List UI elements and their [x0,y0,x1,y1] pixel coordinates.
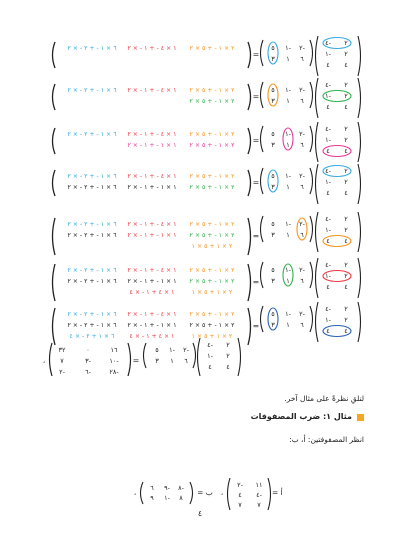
matrix-a-entry: ١- [325,316,331,324]
product-term: ٢ × ١ - + ٥ × ٢ [189,98,235,105]
matrix-b-entry: ١ [286,231,290,239]
matrix-a-entry: ٢ [344,92,348,100]
matrix-b-entry: ٥ [271,266,275,274]
matrix-bracket [358,122,361,162]
matrix-a-entry: ٢ [226,341,230,349]
product-term: ٢ × ١ - + ٥ × ٢ [189,184,235,191]
matrix-a2-entry: ٤ [238,491,242,499]
step-row [53,302,361,345]
matrix-bracket [128,343,131,376]
product-term: ١ × ٤ - + ١ - × ٢ [127,45,177,52]
matrix-bracket [53,264,56,301]
matrix-b-entry: ٥ [271,220,275,228]
matrix-bracket [316,258,319,298]
matrix-bracket [268,478,271,510]
matrix-bracket [248,42,251,68]
product-term: ٢ × ١ - + ٥ × ٢ [189,142,235,149]
product-term: ٢ × ١ - + ٥ × ٢ [189,278,235,285]
step-row [53,258,361,301]
result-entry: ٣٢ [58,346,66,354]
matrix-b-entry: ٣ [271,321,275,329]
matrix-bracket [316,78,319,118]
matrix-a2-entry: ٢- [237,481,243,489]
matrix-bracket [198,338,201,376]
matrix-a-entry: ٤ [344,237,348,245]
label-b: = ب [197,488,213,497]
matrix-a-entry: ٤ [326,147,330,155]
matrix-bracket [358,258,361,298]
final-result [43,338,241,376]
equals-sign: = [252,92,260,101]
product-term: ٢ × ١ + ٥ × ١ [191,333,233,340]
result-entry: ٢- [59,368,65,376]
matrix-a-entry: ٤- [325,305,331,313]
matrix-a-entry: ٤- [207,341,213,349]
matrix-a-entry: ٤ [326,189,330,197]
matrix-a-entry: ٤- [325,261,331,269]
product-term: ٦ × ١ + ٢ - × ٤ [69,333,115,340]
matrix-b-entry: ٣ [271,183,275,191]
matrix-bracket [310,82,313,108]
matrix-b2-entry: ٩- [164,484,170,492]
product-term: ٦ × ١ - + ٢ - × ٢ [67,173,117,180]
matrix-a-entry: ٤- [325,167,331,175]
matrix-b-entry: ٢- [299,266,305,274]
product-term: ١ × ١ - + ١ - × ٢ [127,232,177,239]
product-term: ٢ × ١ - + ٥ × ٢ [189,311,235,318]
matrix-b-entry: ١ [286,321,290,329]
equals-sign: = [132,356,140,365]
matrix-b-entry: ١ [170,357,174,365]
matrix-a-entry: ١- [325,178,331,186]
matrix-b-entry: ٦ [300,183,304,191]
matrix-b-entry: ٣ [271,55,275,63]
example-title: مثال ١: ضرب المصفوفات [250,412,352,421]
result-entry: ١٠- [109,357,119,365]
matrix-b-entry: ٢- [299,172,305,180]
product-term: ١ × ٤ + ١ - × ٤ [129,289,175,296]
matrix-b-entry: ٢- [299,310,305,318]
matrix-bracket [358,302,361,342]
matrix-bracket [144,343,147,368]
matrix-a-entry: ٤- [325,81,331,89]
product-term: ١ × ٤ - + ١ - × ٢ [127,131,177,138]
matrix-bracket [316,212,319,252]
matrix-bracket [261,126,264,152]
matrix-a-entry: ٢ [344,178,348,186]
matrix-b-entry: ٥ [271,172,275,180]
matrix-a2-entry: ١١ [255,481,263,489]
matrix-bracket [53,218,56,255]
matrix-a-entry: ٤ [344,283,348,291]
matrix-b-entry: ٥ [271,310,275,318]
matrix-bracket [310,216,313,242]
matrix-a-entry: ٢ [344,167,348,175]
matrix-a-entry: ٢ [226,352,230,360]
matrix-b-entry: ١ [286,97,290,105]
matrix-a2-entry: ٧ [238,501,242,509]
matrix-b-entry: ١- [285,172,291,180]
matrix-bracket [358,78,361,118]
matrix-a-entry: ٢ [344,39,348,47]
matrix-bracket [358,36,361,76]
product-term: ٢ × ١ - + ٥ × ٢ [189,232,235,239]
matrix-a-entry: ٢ [344,316,348,324]
matrix-bracket [53,170,56,196]
example-marker [357,414,364,421]
product-term: ٢ × ١ - + ٥ × ٢ [189,173,235,180]
matrix-a-entry: ٢ [344,215,348,223]
matrix-b-entry: ١ [286,55,290,63]
matrix-b-entry: ٣ [155,357,159,365]
matrix-b-entry: ١ [286,141,290,149]
matrix-b-entry: ١- [169,346,175,354]
product-term: ١ × ٤ - + ١ - × ٢ [127,87,177,94]
matrix-b-entry: ٦ [300,277,304,285]
matrix-a-entry: ١- [325,92,331,100]
product-term: ٢ × ١ + ٥ × ١ [191,289,233,296]
matrix-a-entry: ٢ [344,305,348,313]
matrix-b-entry: ٢- [299,44,305,52]
equals-sign: = [252,231,260,241]
matrix-b-entry: ٢- [183,346,189,354]
product-term: ٦ × ١ - + ٢ - × ٢ [67,184,117,191]
matrix-b-entry: ١- [285,310,291,318]
matrix-bracket [53,308,56,345]
matrix-bracket [193,343,196,368]
matrix-bracket [310,306,313,332]
matrix-b-entry: ١ [286,277,290,285]
product-term: ٦ × ١ - + ٢ - × ٢ [67,322,117,329]
matrix-bracket [228,478,231,510]
matrix-b2-entry: ٨- [178,484,184,492]
matrix-b-entry: ٦ [300,97,304,105]
matrix-b-entry: ٥ [271,44,275,52]
product-term: ٢ × ١ - + ٥ × ٢ [189,322,235,329]
result-entry: ١٦ [110,346,118,354]
matrix-a-entry: ٤ [344,189,348,197]
matrix-bracket [248,218,251,255]
matrix-b-entry: ٦ [300,141,304,149]
matrix-a-entry: ١- [207,352,213,360]
matrix-b-entry: ٣ [271,231,275,239]
step-row [53,36,361,76]
product-term: ١ × ٤ - + ١ - × ٢ [127,267,177,274]
matrix-b-entry: ١- [285,130,291,138]
matrix-a-entry: ٢ [344,261,348,269]
matrix-a-entry: ١- [325,226,331,234]
product-term: ٦ × ١ - + ٢ - × ٢ [67,232,117,239]
matrix-bracket [316,122,319,162]
matrix-a-entry: ٤ [326,283,330,291]
comma: ، [133,489,137,497]
product-term: ٦ × ١ - + ٢ - × ٢ [67,45,117,52]
result-entry: ٠ [86,346,90,354]
matrix-a-entry: ١- [325,136,331,144]
equals-sign: = [252,136,260,145]
matrix-b2-entry: ٦ [150,484,154,492]
equals-sign: = [252,277,260,287]
matrix-bracket [261,168,264,194]
comma: ، [42,357,46,365]
product-term: ٦ × ١ - + ٢ - × ٢ [67,311,117,318]
product-term: ٦ × ١ - + ٢ - × ٢ [67,267,117,274]
matrix-b-entry: ٣ [271,97,275,105]
matrix-bracket [50,343,53,376]
result-entry: ٦- [85,368,91,376]
matrix-bracket [261,40,264,66]
matrix-bracket [190,482,193,504]
matrix-bracket [238,338,241,376]
matrix-b-entry: ١ [286,183,290,191]
matrix-bracket [261,82,264,108]
matrix-b2-entry: ١- [164,494,170,502]
matrix-bracket [261,306,264,332]
matrix-bracket [248,308,251,345]
matrix-bracket [316,164,319,204]
product-term: ٢ × ١ - + ٥ × ٢ [189,221,235,228]
matrix-b-entry: ١- [285,44,291,52]
matrix-a-entry: ٤- [325,215,331,223]
matrix-a-entry: ٤ [326,61,330,69]
matrix-b2-entry: ٩ [150,494,154,502]
matrix-a-entry: ٤ [344,61,348,69]
matrix-a-entry: ١- [325,272,331,280]
matrix-a-entry: ٤- [325,39,331,47]
product-term: ١ × ١ - + ١ - × ٢ [127,322,177,329]
product-term: ١ × ٤ - + ١ - × ٢ [127,173,177,180]
matrix-a2-entry: ٤- [256,491,262,499]
matrix-b-entry: ١- [285,266,291,274]
matrix-a-entry: ٢ [344,81,348,89]
matrix-b-entry: ٣ [271,277,275,285]
matrix-bracket [358,164,361,204]
product-term: ٢ × ١ + ٥ × ١ [191,243,233,250]
equals-sign: = [252,50,260,59]
product-term: ٦ × ١ - + ٢ - × ٢ [67,87,117,94]
matrix-a-entry: ٤ [226,363,230,371]
example-prompt: انظر المصفوفتين: أ، ب: [289,435,364,444]
matrix-a-entry: ٢ [344,50,348,58]
matrix-a-entry: ٢ [344,272,348,280]
step-row [53,164,361,204]
matrix-b-entry: ٦ [300,321,304,329]
matrix-b-entry: ٦ [300,231,304,239]
product-term: ٢ × ١ - + ٥ × ٢ [189,131,235,138]
step-row [53,122,361,162]
matrix-a-entry: ٢ [344,226,348,234]
product-term: ٢ × ١ - + ٥ × ٢ [189,45,235,52]
product-term: ٢ × ١ - + ٥ × ٢ [189,267,235,274]
matrix-a-entry: ٤ [326,237,330,245]
matrix-a-entry: ٤ [208,363,212,371]
matrix-b-entry: ٥ [271,86,275,94]
matrix-a-entry: ٤ [326,327,330,335]
matrix-bracket [53,84,56,110]
matrix-bracket [358,212,361,252]
label-a: = أ [272,488,283,497]
result-entry: ٣- [85,357,91,365]
matrix-b-entry: ١- [285,86,291,94]
matrix-bracket [261,216,264,242]
result-entry: ٢٨- [109,368,119,376]
matrix-b-entry: ٦ [300,55,304,63]
product-term: ١ × ٤ - + ١ - × ٢ [127,221,177,228]
matrix-b-entry: ٦ [184,357,188,365]
matrix-b-entry: ٥ [271,130,275,138]
matrix-a-entry: ٤ [344,147,348,155]
intro-text: لنلقِ نظرةً على مثال آخر. [284,394,364,403]
matrix-b-entry: ١- [285,220,291,228]
product-term: ١ × ٤ - + ١ - × ٢ [127,311,177,318]
page-number: ٤ [197,509,203,518]
matrix-b2-entry: ٨ [179,494,183,502]
result-entry: ٧ [60,357,64,365]
matrix-bracket [310,40,313,66]
product-term: ١ × ٤ + ١ - × ٤ [129,333,175,340]
product-term: ٦ × ١ - + ٢ - × ٢ [67,221,117,228]
matrix-b-entry: ٢- [299,130,305,138]
matrix-b-entry: ٢- [299,86,305,94]
matrix-a-entry: ٢ [344,125,348,133]
matrix-bracket [310,262,313,288]
matrix-b-entry: ٢- [299,220,305,228]
matrix-a-entry: ٤ [326,103,330,111]
matrix-bracket [316,36,319,76]
product-term: ١ × ١ - + ١ - × ٢ [127,278,177,285]
matrix-bracket [248,128,251,154]
matrix-bracket [53,128,56,154]
matrix-bracket [310,168,313,194]
matrix-a-entry: ٤ [344,327,348,335]
matrix-bracket [248,170,251,196]
matrix-a-entry: ٢ [344,136,348,144]
equals-sign: = [252,178,260,187]
product-term: ٢ × ١ - + ٥ × ٢ [189,87,235,94]
matrix-bracket [53,42,56,68]
matrix-a-entry: ١- [325,50,331,58]
matrix-bracket [248,84,251,110]
matrix-bracket [248,264,251,301]
matrix-bracket [141,482,144,504]
matrix-a2-entry: ٧ [257,501,261,509]
product-term: ١ × ١ - + ١ - × ٢ [127,184,177,191]
matrix-b-entry: ٣ [271,141,275,149]
matrix-bracket [316,302,319,342]
step-row [53,78,361,118]
matrix-a-entry: ٤ [344,103,348,111]
matrix-a-entry: ٤- [325,125,331,133]
product-term: ٦ × ١ - + ٢ - × ٢ [67,278,117,285]
matrix-b-entry: ٥ [155,346,159,354]
matrix-bracket [261,262,264,288]
equals-sign: = [252,321,260,331]
comma: ، [220,489,224,497]
product-term: ٦ × ١ - + ٢ - × ٢ [67,131,117,138]
product-term: ١ × ١ - + ١ - × ٢ [127,142,177,149]
step-row [53,212,361,255]
matrix-bracket [310,126,313,152]
